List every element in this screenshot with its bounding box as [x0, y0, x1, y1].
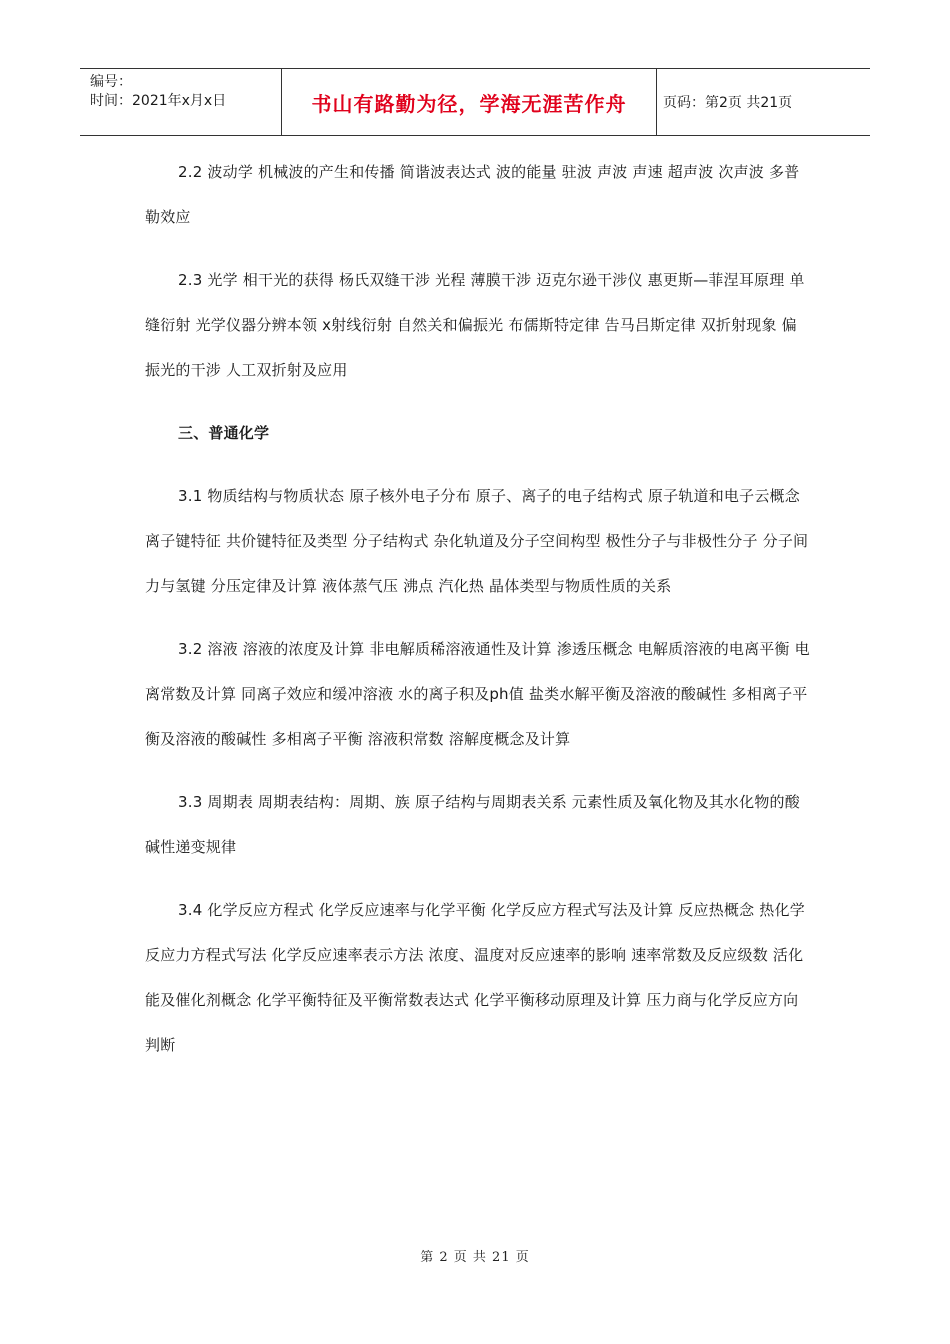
- paragraph-2-2: 2.2 波动学 机械波的产生和传播 简谐波表达式 波的能量 驻波 声波 声速 超声波 次声波 多普勒效应: [145, 163, 800, 226]
- document-body: [145, 150, 810, 1086]
- paragraph-3-2: 3.2 溶液 溶液的浓度及计算 非电解质稀溶液通性及计算 渗透压概念 电解质溶液的电离平衡 电离常数及计算 同离子效应和缓冲溶液 水的离子积及ph值 盐类水解平衡及溶液的酸碱性 多相离子平衡及溶液的酸碱性 多相离子平衡 溶液积常数 溶解度概念及计算: [145, 640, 810, 748]
- document-date: 时间：2021年x月x日: [90, 93, 227, 109]
- header-motto: 书山有路勤为径，学海无涯苦作舟: [282, 69, 657, 135]
- paragraph-2-3: 2.3 光学 相干光的获得 杨氏双缝干涉 光程 薄膜干涉 迈克尔逊干涉仪 惠更斯—菲涅耳原理 单缝衍射 光学仪器分辨本领 x射线衍射 自然关和偏振光 布儒斯特定律 告马吕斯定律 双折射现象 偏振光的干涉 人工双折射及应用: [145, 271, 805, 379]
- page-header: [80, 68, 870, 136]
- section-heading-chemistry: 三、普通化学: [178, 424, 270, 442]
- paragraph-3-3: 3.3 周期表 周期表结构：周期、族 原子结构与周期表关系 元素性质及氧化物及其水化物的酸碱性递变规律: [145, 793, 800, 856]
- paragraph-3-4: 3.4 化学反应方程式 化学反应速率与化学平衡 化学反应方程式写法及计算 反应热概念 热化学反应力方程式写法 化学反应速率表示方法 浓度、温度对反应速率的影响 速率常数及反应级数 活化能及催化剂概念 化学平衡特征及平衡常数表达式 化学平衡移动原理及计算 压力商与化学反应方向判断: [145, 901, 805, 1054]
- page-footer: 第 2 页 共 21 页: [420, 1250, 530, 1265]
- paragraph-3-1: 3.1 物质结构与物质状态 原子核外电子分布 原子、离子的电子结构式 原子轨道和电子云概念 离子键特征 共价键特征及类型 分子结构式 杂化轨道及分子空间构型 极性分子与非极性分子 分子间力与氢键 分压定律及计算 液体蒸气压 沸点 汽化热 晶体类型与物质性质的关系: [145, 487, 809, 595]
- header-page-info: 页码：第2页 共21页: [663, 95, 793, 111]
- header-meta: [80, 69, 282, 135]
- document-number-label: 编号：: [90, 74, 132, 90]
